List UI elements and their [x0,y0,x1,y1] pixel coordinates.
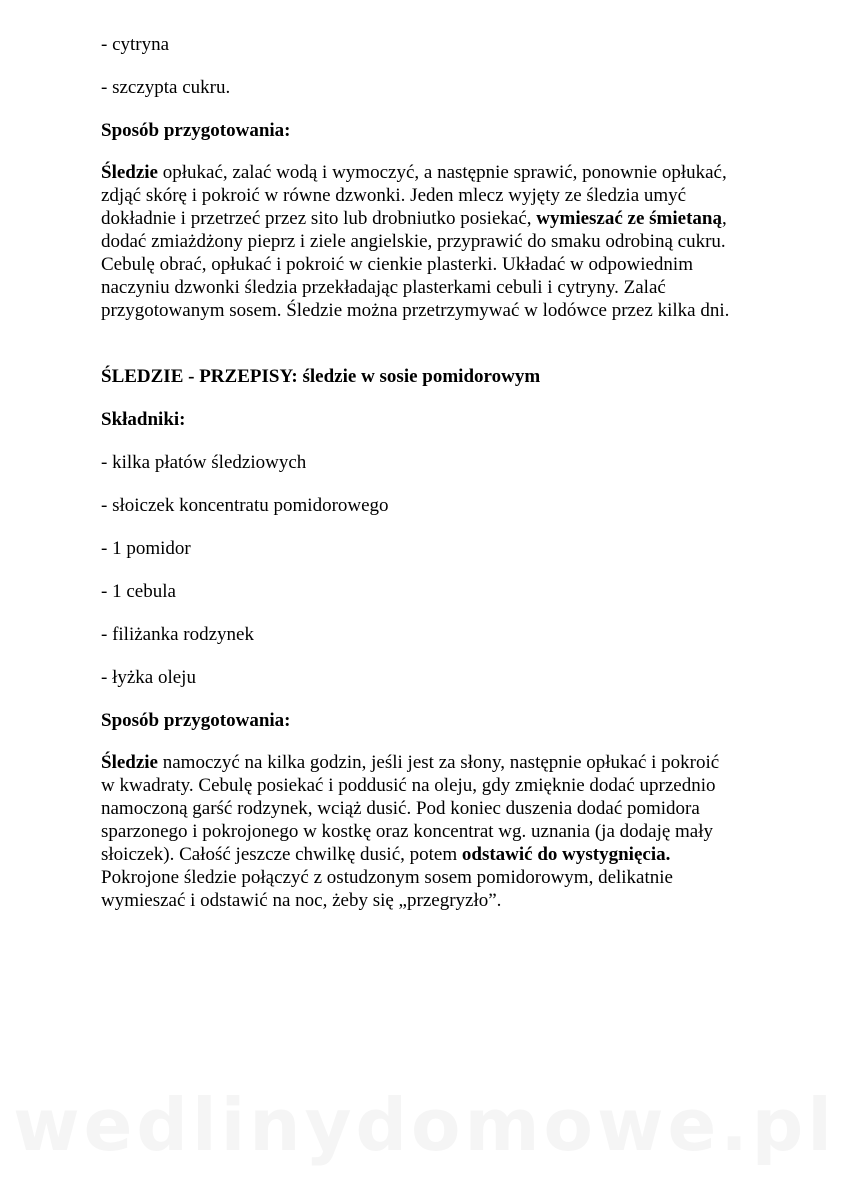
ingredient-item: - 1 pomidor [101,538,191,559]
ingredient-cytryna: - cytryna [101,34,170,55]
method-heading-2-wrap [101,709,291,732]
method-heading-1-wrap [101,119,291,142]
ingredient-item: - łyżka oleju [101,667,196,688]
method-2-text-b: Pokrojone śledzie połączyć z ostudzonym sosem pomidorowym, delikatnie wymieszać i odstawić na noc, żeby się „przegryzło”. [101,867,673,911]
ingredient-cukier: - szczypta cukru. [101,77,231,98]
method-1-lead: Śledzie [101,162,158,183]
ingredients-heading-wrap [101,408,186,431]
method-2-text-a: namoczyć na kilka godzin, jeśli jest za słony, następnie opłukać i pokroić w kwadraty. Cebulę posiekać i poddusić na oleju, gdy zmięknie dodać uprzednio namoczoną garść rodzynek, wciąż dusić. Pod koniec duszenia dodać pomidora sparzonego i pokrojonego w kostkę oraz koncentrat wg. uznania (ja dodaję mały słoiczek). Całość jeszcze chwilkę dusić, potem [101,752,720,865]
method-2-lead: Śledzie [101,752,158,773]
ingredients-heading: Składniki: [101,409,186,430]
method-1-bold: wymieszać ze śmietaną [536,208,722,229]
recipe-2-title: ŚLEDZIE - PRZEPISY: śledzie w sosie pomidorowym [101,366,541,387]
method-heading-2: Sposób przygotowania: [101,710,291,731]
method-paragraph-1 [101,161,743,322]
site-watermark: wedlinydomowe.pl [13,1083,836,1167]
ingredient-item: - słoiczek koncentratu pomidorowego [101,495,389,516]
ingredient-item: - kilka płatów śledziowych [101,452,307,473]
method-1-text-b: , dodać zmiażdżony pieprz i ziele angielskie, przyprawić do smaku odrobiną cukru. Cebulę obrać, opłukać i pokroić w cienkie plasterki. Układać w odpowiednim naczyniu dzwonki śledzia przekładając plasterkami cebuli i cytryny. Zalać przygotowanym sosem. Śledzie można przetrzymywać w lodówce przez kilka dni. [101,208,730,321]
method-paragraph-2 [101,751,737,912]
method-heading-1: Sposób przygotowania: [101,120,291,141]
method-1-text-a: opłukać, zalać wodą i wymoczyć, a następnie sprawić, ponownie opłukać, zdjąć skórę i pokroić w równe dzwonki. Jeden mlecz wyjęty ze śledzia umyć dokładnie i przetrzeć przez sito lub drobniutko posiekać, [101,162,727,229]
ingredient-item: - filiżanka rodzynek [101,624,254,645]
ingredient-item: - 1 cebula [101,581,176,602]
method-2-bold: odstawić do wystygnięcia. [461,844,671,865]
recipe-2-title-wrap [101,365,540,388]
